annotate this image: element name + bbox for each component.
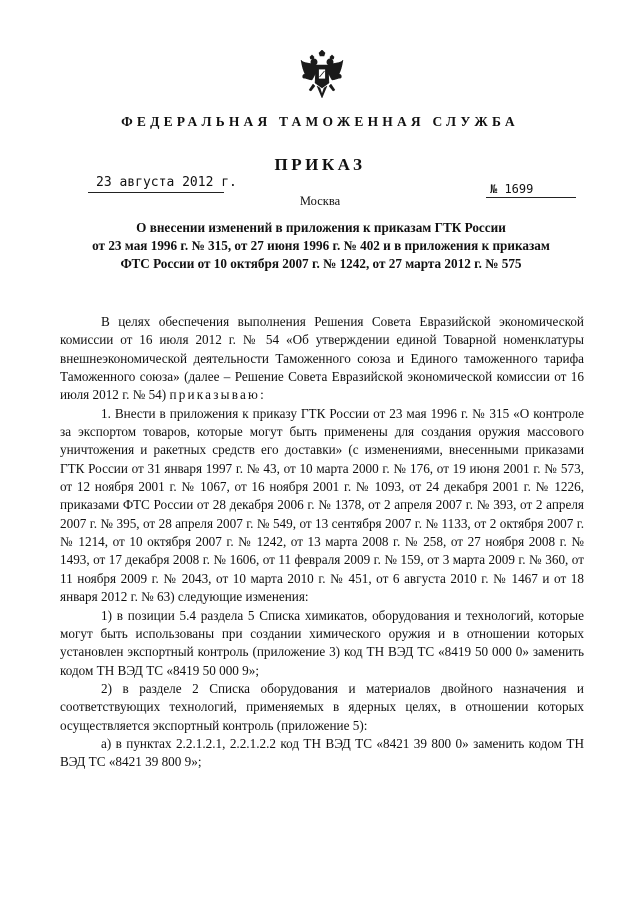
subject-line: от 23 мая 1996 г. № 315, от 27 июня 1996 г. № 402 и в приложения к приказам: [92, 238, 550, 253]
city-name: Москва: [299, 194, 341, 208]
subject-line: ФТС России от 10 октября 2007 г. № 1242, от 27 марта 2012 г. № 575: [120, 256, 522, 271]
preamble-paragraph: [60, 313, 584, 405]
item-1-1-paragraph: 1) в позиции 5.4 раздела 5 Списка химикатов, оборудования и технологий, которые могут быть использованы при создании химического оружия и в отношении которых установлен экспортный контроль (приложение 3) код ТН ВЭД ТС «8419 50 000 0» заменить кодом ТН ВЭД ТС «8419 50 000 9»;: [60, 607, 584, 678]
document-type-title: ПРИКАЗ: [274, 155, 366, 174]
order-subject: [60, 219, 582, 273]
russian-coat-of-arms-icon: [300, 50, 344, 102]
order-body: [60, 313, 584, 772]
item-1-2-a-paragraph: а) в пунктах 2.2.1.2.1, 2.2.1.2.2 код ТН ВЭД ТС «8421 39 800 0» заменить кодом ТН ВЭД ТС «8421 39 800 9»;: [60, 735, 584, 770]
agency-name: ФЕДЕРАЛЬНАЯ ТАМОЖЕННАЯ СЛУЖБА: [121, 114, 519, 129]
order-date: 23 августа 2012 г.: [96, 175, 237, 190]
date-underline: [88, 192, 224, 193]
order-word: приказываю:: [169, 387, 266, 403]
item-1-paragraph: 1. Внести в приложения к приказу ГТК России от 23 мая 1996 г. № 315 «О контроле за экспортом товаров, которые могут быть применены для создания оружия массового уничтожения и ракетных средств его доставки» (с изменениями, внесенными приказами ГТК России от 31 января 1997 г. № 43, от 10 марта 2000 г. № 176, от 19 июня 2001 г. № 573, от 12 ноября 2001 г. № 1067, от 16 ноября 2001 г. № 1093, от 24 декабря 2001 г. № 1226, приказами ФТС России от 28 декабря 2006 г. № 1378, от 2 апреля 2007 г. № 393, от 2 апреля 2007 г. № 395, от 28 апреля 2007 г. № 549, от 13 сентября 2007 г. № 1133, от 2 октября 2007 г. № 1214, от 10 октября 2007 г. № 1242, от 13 марта 2008 г. № 258, от 27 ноября 2008 г. № 1493, от 17 декабря 2008 г. № 1606, от 11 февраля 2009 г. № 159, от 3 марта 2009 г. № 360, от 11 ноября 2009 г. № 2043, от 10 марта 2010 г. № 451, от 6 августа 2010 г. № 1467 и от 18 января 2012 г. № 63) следующие изменения:: [60, 405, 584, 605]
order-number: № 1699: [490, 182, 534, 196]
preamble-text: В целях обеспечения выполнения Решения Совета Евразийской экономической комиссии от 16 июля 2012 г. № 54 «Об утверждении единой Товарной номенклатуры внешнеэкономической деятельности Таможенного союза и Единого таможенного тарифа Таможенного союза» (далее – Решение Совета Евразийской экономической комиссии от 16 июля 2012 г. № 54): [60, 314, 584, 403]
item-1-2-paragraph: 2) в разделе 2 Списка оборудования и материалов двойного назначения и соответствующих технологий, применяемых в ядерных целях, в отношении которых осуществляется экспортный контроль (приложение 5):: [60, 680, 584, 733]
subject-line: О внесении изменений в приложения к приказам ГТК России: [136, 220, 506, 235]
